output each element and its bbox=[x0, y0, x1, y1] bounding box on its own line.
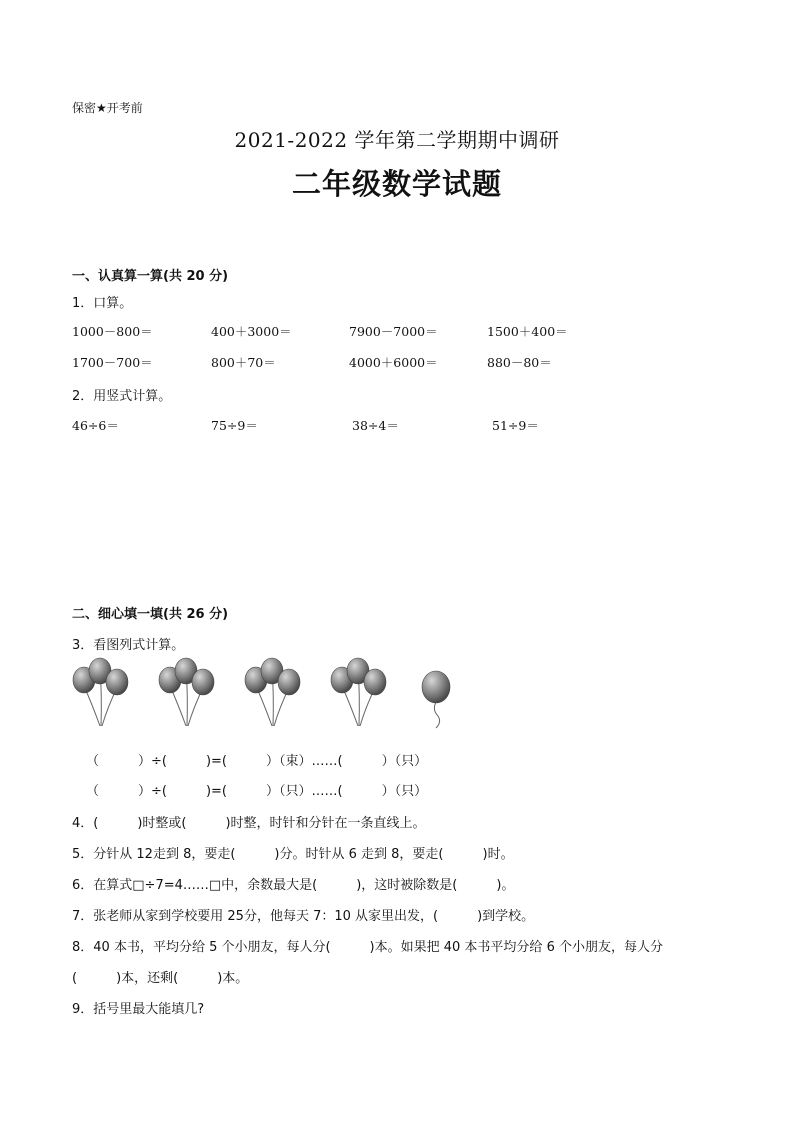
balloon-bunch-icon bbox=[331, 658, 386, 726]
q1-exercise: 800＋70＝ bbox=[211, 355, 276, 370]
section2-heading: 二、细心填一填(共 26 分) bbox=[72, 607, 229, 622]
q8-text-line-1: 8．40 本书，平均分给 5 个小朋友，每人分( )本。如果把 40 本书平均分给 6 个小朋友，每人分 bbox=[72, 940, 663, 955]
balloon-bunch-icon bbox=[159, 658, 214, 726]
q3-label: 3．看图列式计算。 bbox=[72, 638, 185, 653]
q9-text: 9．括号里最大能填几? bbox=[72, 1002, 205, 1017]
q3-answer-line-1: （ ）÷( )=( ）（束）……( ）（只） bbox=[86, 754, 428, 769]
q1-exercise: 1000－800＝ bbox=[72, 324, 153, 339]
balloons-illustration bbox=[70, 656, 470, 736]
balloon-bunch-icon bbox=[245, 658, 300, 726]
q6-text: 6．在算式□÷7=4……□中，余数最大是( )，这时被除数是( )。 bbox=[72, 878, 515, 893]
q2-exercise: 51÷9＝ bbox=[492, 418, 539, 433]
confidential-note: 保密★开考前 bbox=[72, 101, 143, 115]
q8-text-line-2: ( )本，还剩( )本。 bbox=[72, 971, 249, 986]
q2-exercise: 75÷9＝ bbox=[211, 418, 258, 433]
exam-title: 2021-2022 学年第二学期期中调研 bbox=[234, 128, 560, 152]
q2-label: 2．用竖式计算。 bbox=[72, 389, 172, 404]
q2-exercise: 38÷4＝ bbox=[352, 418, 399, 433]
q1-exercise: 880－80＝ bbox=[487, 355, 552, 370]
q1-exercise: 1700－700＝ bbox=[72, 355, 153, 370]
exam-subtitle: 二年级数学试题 bbox=[291, 167, 502, 201]
q1-label: 1．口算。 bbox=[72, 296, 133, 311]
q1-exercise: 1500＋400＝ bbox=[487, 324, 568, 339]
q5-text: 5．分针从 12走到 8，要走( )分。时针从 6 走到 8，要走( )时。 bbox=[72, 847, 514, 862]
q7-text: 7．张老师从家到学校要用 25分，他每天 7：10 从家里出发，( )到学校。 bbox=[72, 909, 535, 924]
q4-text: 4．( )时整或( )时整，时针和分针在一条直线上。 bbox=[72, 816, 426, 831]
q1-exercise: 4000＋6000＝ bbox=[349, 355, 438, 370]
section1-heading: 一、认真算一算(共 20 分) bbox=[72, 269, 229, 284]
q1-exercise: 400＋3000＝ bbox=[211, 324, 292, 339]
q1-exercise: 7900－7000＝ bbox=[349, 324, 438, 339]
single-balloon-icon bbox=[422, 671, 450, 728]
q2-exercise: 46÷6＝ bbox=[72, 418, 119, 433]
balloon-bunch-icon bbox=[73, 658, 128, 726]
q3-answer-line-2: （ ）÷( )=( ）（只）……( ）（只） bbox=[86, 784, 428, 799]
